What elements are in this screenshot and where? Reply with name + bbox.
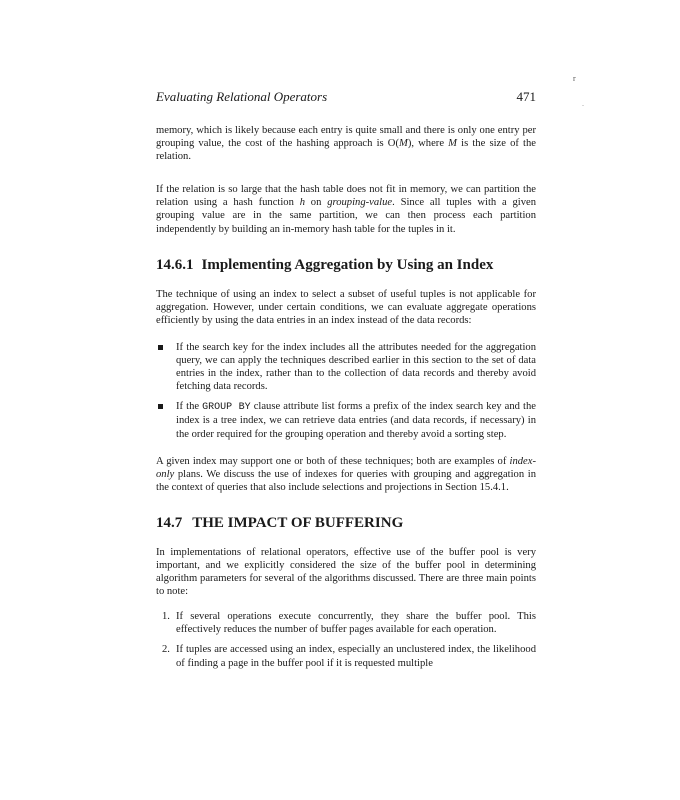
- paragraph-index-aggregation: The technique of using an index to select a subset of useful tuples is not applicable for aggregation. However, under certain conditions, we can evaluate aggregate operations efficiently by using the data entries in an index instead of the data records:: [156, 288, 536, 326]
- stray-dot: .: [582, 99, 584, 108]
- bullet-square-icon: [158, 345, 163, 350]
- section-heading-14-6-1: 14.6.1 Implementing Aggregation by Using an Index: [156, 256, 494, 273]
- paragraph-hashing-cost: memory, which is likely because each entry is quite small and there is only one entry per grouping value, the cost of the hashing approach is O(M), where M is the size of the relation.: [156, 125, 536, 163]
- bullet-list: [156, 341, 536, 441]
- list-item: If the GROUP BY clause attribute list forms a prefix of the index search key and the index is a tree index, we can retrieve data entries (and data records, if necessary) in the order required for the grouping operation and thereby avoid a sorting step.: [156, 400, 536, 440]
- page-number: 471: [516, 89, 536, 104]
- numbered-list: [156, 610, 536, 669]
- running-header: [156, 89, 536, 107]
- list-item: 2. If tuples are accessed using an index, especially an unclustered index, the likelihood of finding a page in the buffer pool if it is requested multiple: [162, 644, 536, 669]
- bullet-square-icon: [158, 404, 163, 409]
- list-item: If the search key for the index includes all the attributes needed for the aggregation query, we can apply the techniques described earlier in this section to the set of data entries in the index, rather than to the collection of data records and thereby avoid fetching data records.: [156, 341, 536, 393]
- paragraph-buffering: In implementations of relational operators, effective use of the buffer pool is very important, and we explicitly considered the size of the buffer pool in determining algorithm parameters for several of the algorithms discussed. There are three main points to note:: [156, 546, 536, 598]
- running-title: Evaluating Relational Operators: [156, 89, 328, 104]
- list-item: 1. If several operations execute concurrently, they share the buffer pool. This effectively reduces the number of buffer pages available for each operation.: [162, 611, 536, 636]
- paragraph-index-only: A given index may support one or both of these techniques; both are examples of index-only plans. We discuss the use of indexes for queries with grouping and aggregation in the context of queries that also include selections and projections in Section 15.4.1.: [156, 455, 536, 493]
- stray-mark: r: [573, 74, 576, 83]
- section-heading-14-7: 14.7 THE IMPACT OF BUFFERING: [156, 514, 404, 531]
- paragraph-partition: If the relation is so large that the hash table does not fit in memory, we can partition the relation using a hash function h on grouping-value. Since all tuples with a given grouping value are in the same partition, we can then process each partition independently by building an in-memory hash table for the tuples in it.: [156, 184, 537, 235]
- page-body: [156, 124, 536, 677]
